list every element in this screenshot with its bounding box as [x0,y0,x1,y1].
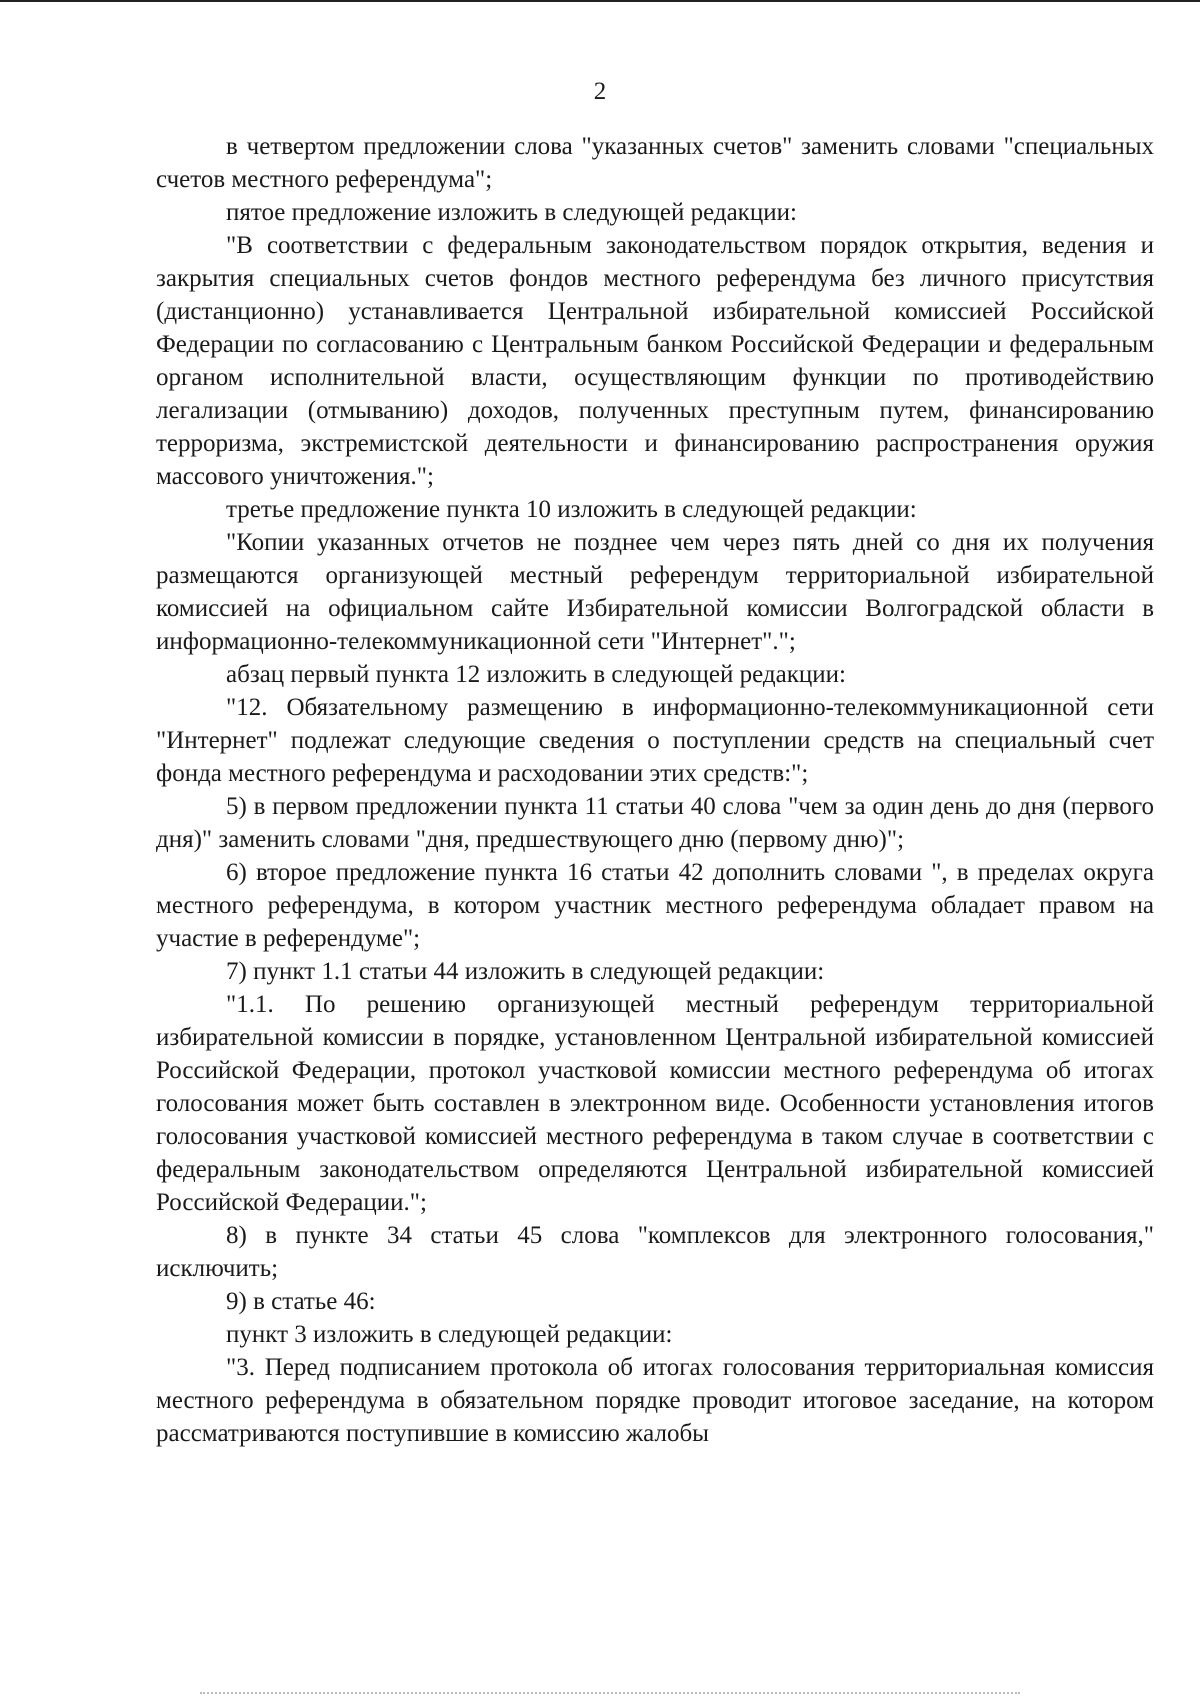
paragraph: 5) в первом предложении пункта 11 статьи 40 слова "чем за один день до дня (первого дня)" заменить словами "дня, предшествующего дню (первому дню)"; [156,793,1154,853]
paragraph: в четвертом предложении слова "указанных счетов" заменить словами "специальных счетов местного референдума"; [156,133,1154,193]
cut-off-next-line [200,1692,1020,1698]
page-number: 2 [593,78,607,105]
paragraph: "В соответствии с федеральным законодательством порядок открытия, ведения и закрытия специальных счетов фондов местного референдума без личного присутствия (дистанционно) устанавливается Центральной избирательной комиссией Российской Федерации по согласованию с Центральным банком Российской Федерации и федеральным органом исполнительной власти, осуществляющим функции по противодействию легализации (отмыванию) доходов, полученных преступным путем, финансированию терроризма, экстремистской деятельности и финансированию распространения оружия массового уничтожения."; [156,232,1154,490]
paragraph: пятое предложение изложить в следующей редакции: [226,199,797,226]
paragraph: "Копии указанных отчетов не позднее чем через пять дней со дня их получения размещаются организующей местный референдум территориальной избирательной комиссией на официальном сайте Избирательной комиссии Волгоградской области в информационно-телекоммуникационной сети "Интернет"."; [156,529,1154,655]
paragraph: третье предложение пункта 10 изложить в следующей редакции: [226,496,917,523]
paragraph: "3. Перед подписанием протокола об итогах голосования территориальная комиссия местного референдума в обязательном порядке проводит итоговое заседание, на котором рассматриваются поступившие в комиссию жалобы [156,1354,1154,1447]
paragraph: пункт 3 изложить в следующей редакции: [226,1321,673,1348]
paragraph: 6) второе предложение пункта 16 статьи 42 дополнить словами ", в пределах округа местного референдума, в котором участник местного референдума обладает правом на участие в референдуме"; [156,859,1154,952]
paragraph: 7) пункт 1.1 статьи 44 изложить в следующей редакции: [226,958,825,985]
document-body [156,130,1154,1450]
paragraph: абзац первый пункта 12 изложить в следующей редакции: [226,661,846,688]
paragraph: "1.1. По решению организующей местный референдум территориальной избирательной комиссии в порядке, установленном Центральной избирательной комиссией Российской Федерации, протокол участковой комиссии местного референдума об итогах голосования может быть составлен в электронном виде. Особенности установления итогов голосования участковой комиссией местного референдума в таком случае в соответствии с федеральным законодательством определяются Центральной избирательной комиссией Российской Федерации."; [156,991,1154,1216]
paragraph: "12. Обязательному размещению в информационно-телекоммуникационной сети "Интернет" подлежат следующие сведения о поступлении средств на специальный счет фонда местного референдума и расходовании этих средств:"; [156,694,1154,787]
paragraph: 9) в статье 46: [226,1288,376,1315]
paragraph: 8) в пункте 34 статьи 45 слова "комплексов для электронного голосования," исключить; [156,1222,1154,1282]
